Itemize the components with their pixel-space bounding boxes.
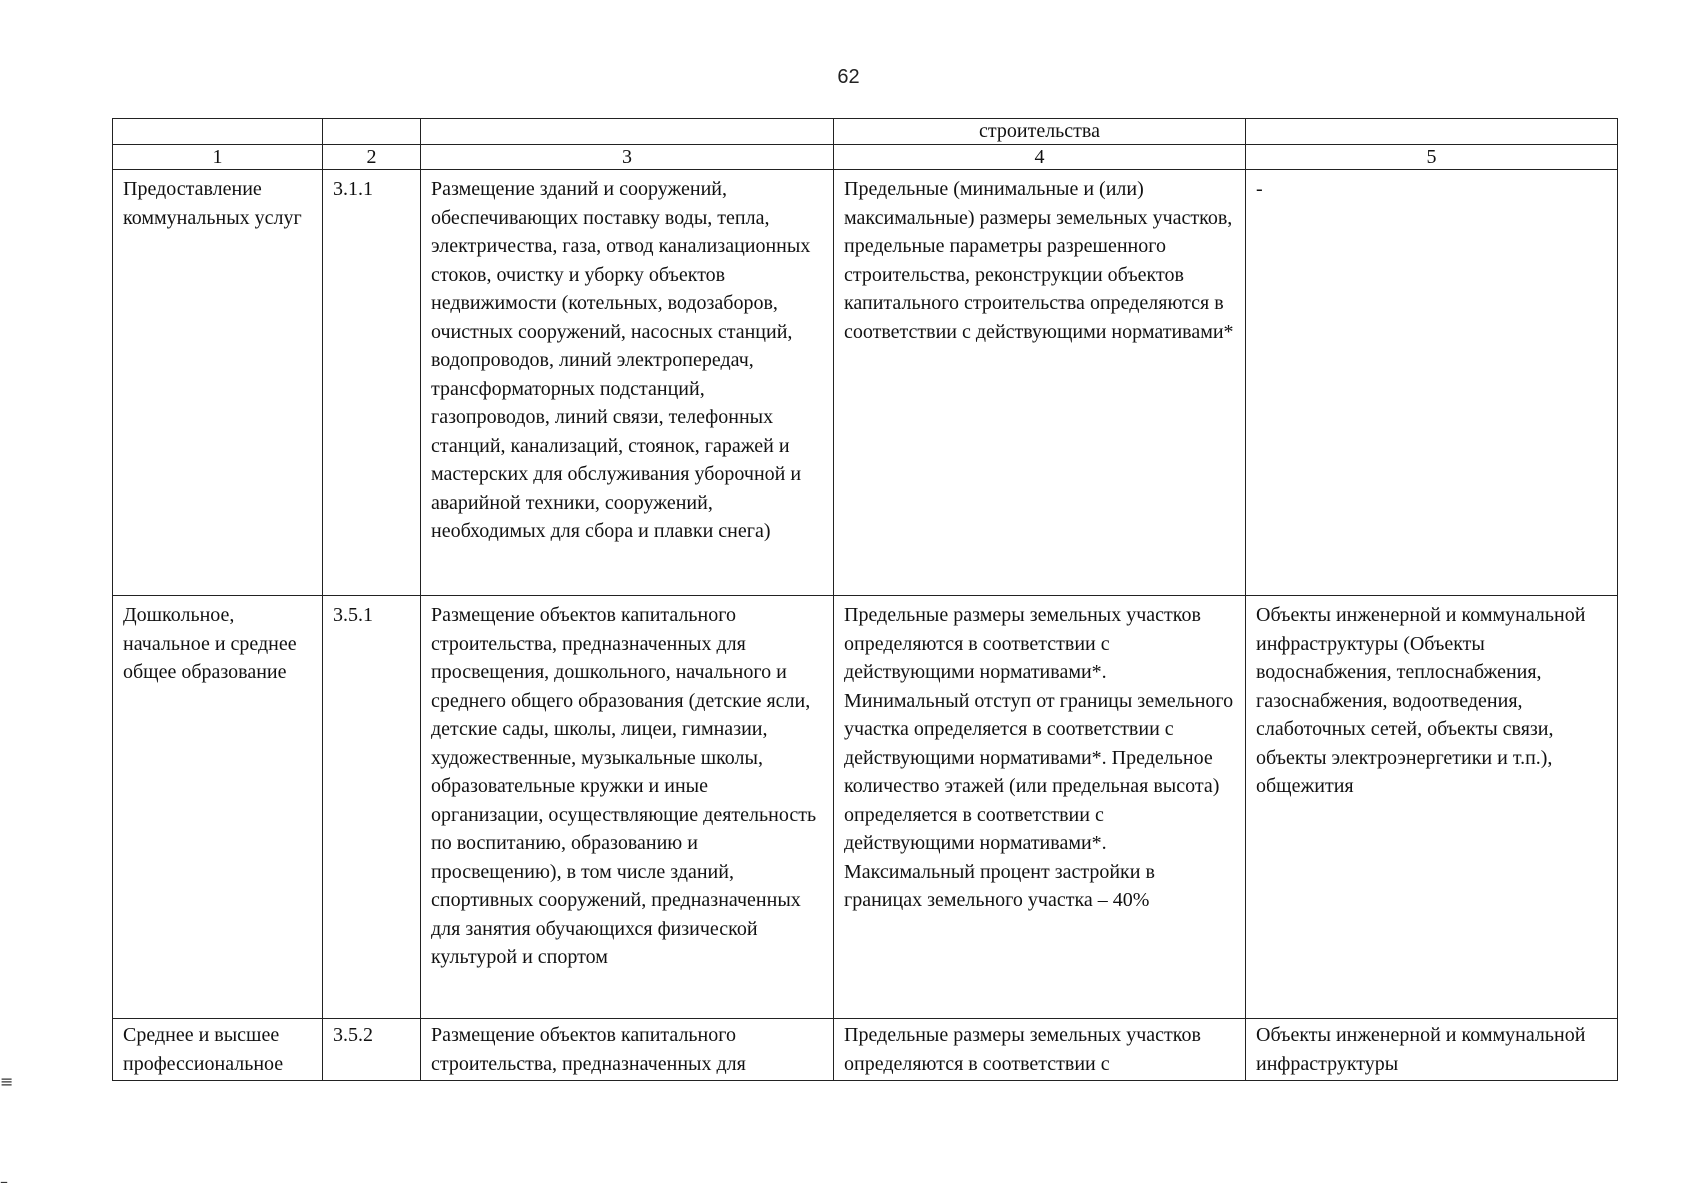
use-code-cell: 3.1.1 [323, 170, 421, 596]
table-row [113, 596, 1618, 1019]
cell-col3-continuation [421, 119, 834, 145]
use-description-cell: Размещение объектов капитального строительства, предназначенных для просвещения, дошкольного, начального и среднего общего образования (детские ясли, детские сады, школы, лицеи, гимназии, художественные, музыкальные школы, образовательные кружки и иные организации, осуществляющие деятельность по воспитанию, образованию и просвещению), в том числе зданий, спортивных сооружений, предназначенных для занятия обучающихся физической культурой и спортом [421, 596, 834, 1019]
table-continuation-row [113, 119, 1618, 145]
parameters-cell: Предельные (минимальные и (или) максимальные) размеры земельных участков, предельные параметры разрешенного строительства, реконструкции объектов капитального строительства определяются в соответствии с действующими нормативами* [834, 170, 1246, 596]
parameters-cell: Предельные размеры земельных участков определяются в соответствии с [834, 1019, 1246, 1081]
use-name-cell: Дошкольное, начальное и среднее общее образование [113, 596, 323, 1019]
scan-edge-mark: ≡ [0, 1072, 14, 1091]
use-code-cell: 3.5.1 [323, 596, 421, 1019]
cell-col2-continuation [323, 119, 421, 145]
use-name-cell: Среднее и высшее профессиональное [113, 1019, 323, 1081]
auxiliary-uses-cell: Объекты инженерной и коммунальной инфраструктуры [1246, 1019, 1618, 1081]
column-number-5: 5 [1246, 145, 1618, 170]
column-number-2: 2 [323, 145, 421, 170]
scan-edge-mark: – [0, 1172, 8, 1191]
parameters-cell: Предельные размеры земельных участков определяются в соответствии с действующими нормативами*. Минимальный отступ от границы земельного участка определяется в соответствии с действующими нормативами*. Предельное количество этажей (или предельная высота) определяется в соответствии с действующими нормативами*. Максимальный процент застройки в границах земельного участка – 40% [834, 596, 1246, 1019]
column-number-1: 1 [113, 145, 323, 170]
page-number: 62 [837, 66, 860, 88]
column-number-3: 3 [421, 145, 834, 170]
use-code-cell: 3.5.2 [323, 1019, 421, 1081]
column-number-row [113, 145, 1618, 170]
use-description-cell: Размещение объектов капитального строительства, предназначенных для [421, 1019, 834, 1081]
zoning-table [112, 118, 1618, 1081]
use-description-cell: Размещение зданий и сооружений, обеспечивающих поставку воды, тепла, электричества, газа, отвод канализационных стоков, очистку и уборку объектов недвижимости (котельных, водозаборов, очистных сооружений, насосных станций, водопроводов, линий электропередач, трансформаторных подстанций, газопроводов, линий связи, телефонных станций, канализаций, стоянок, гаражей и мастерских для обслуживания уборочной и аварийной техники, сооружений, необходимых для сбора и плавки снега) [421, 170, 834, 596]
cell-col5-continuation [1246, 119, 1618, 145]
auxiliary-uses-cell: Объекты инженерной и коммунальной инфраструктуры (Объекты водоснабжения, теплоснабжения, газоснабжения, водоотведения, слаботочных сетей, объекты связи, объекты электроэнергетики и т.п.), общежития [1246, 596, 1618, 1019]
column-number-4: 4 [834, 145, 1246, 170]
table-row [113, 1019, 1618, 1081]
use-name-cell: Предоставление коммунальных услуг [113, 170, 323, 596]
cell-col1-continuation [113, 119, 323, 145]
table-row [113, 170, 1618, 596]
cell-col4-continuation: строительства [834, 119, 1246, 145]
auxiliary-uses-cell: - [1246, 170, 1618, 596]
